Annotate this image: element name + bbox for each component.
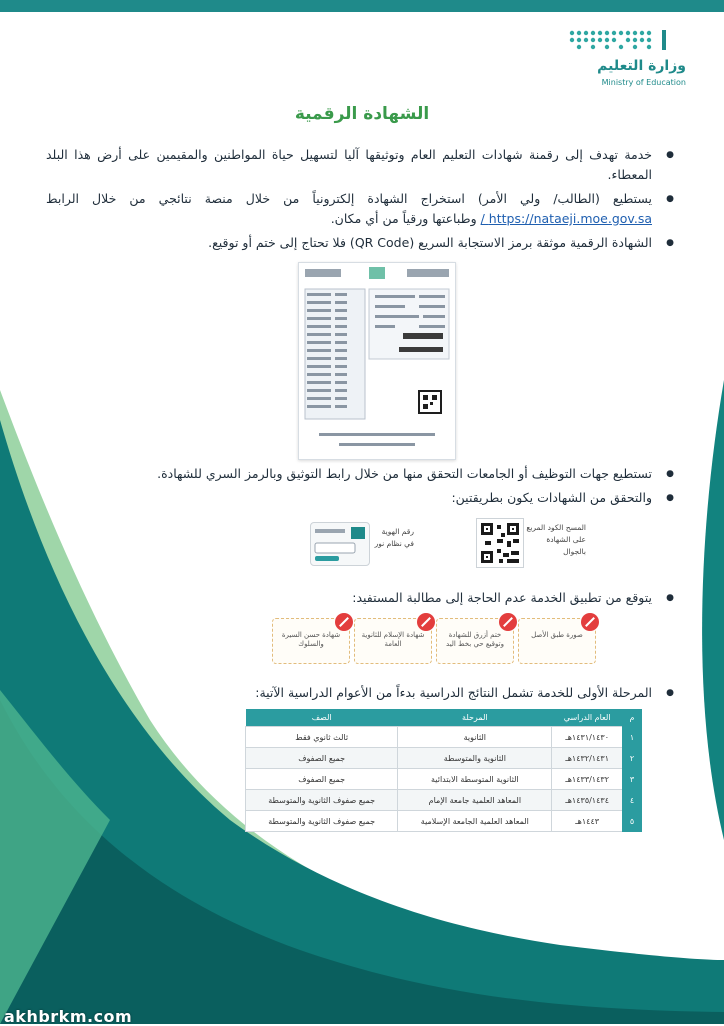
header-year: العام الدراسي: [552, 709, 623, 727]
bullet-extract-text: يستطيع (الطالب/ ولي الأمر) استخراج الشهادة إلكترونياً من خلال منصة نتائجي من خلال الرابط: [46, 191, 652, 206]
logo-text-english: Ministry of Education: [601, 78, 686, 87]
table-row: [246, 790, 642, 811]
table-header-row: [246, 709, 642, 727]
row-year: ١٤٣١/١٤٣٠هـ: [552, 727, 623, 748]
not-required-items: [266, 618, 600, 664]
table-row: [246, 727, 642, 748]
bullet-extract-after: وطباعتها ورقياً من أي مكان.: [330, 211, 477, 226]
row-index: ٥: [623, 811, 642, 832]
no-need-certified-copy: [518, 618, 596, 664]
row-grade: جميع صفوف الثانوية والمتوسطة: [246, 811, 398, 832]
ministry-logo-icon: [566, 28, 674, 52]
row-index: ٢: [623, 748, 642, 769]
table-row: [246, 748, 642, 769]
no-need-label: صورة طبق الأصل: [531, 631, 583, 639]
row-year: ١٤٣٥/١٤٣٤هـ: [552, 790, 623, 811]
row-year: ١٤٤٣هـ: [552, 811, 623, 832]
row-index: ٣: [623, 769, 642, 790]
row-stage: المعاهد العلمية الجامعة الإسلامية: [398, 811, 552, 832]
row-grade: جميع الصفوف: [246, 748, 398, 769]
row-year: ١٤٣٢/١٤٣١هـ: [552, 748, 623, 769]
prohibited-icon: [417, 613, 435, 631]
row-year: ١٤٣٣/١٤٣٢هـ: [552, 769, 623, 790]
logo-text-arabic: وزارة التعليم: [597, 58, 686, 74]
bullet-no-need: ● يتوقع من تطبيق الخدمة عدم الحاجة إلى مطالبة المستفيد:: [120, 588, 676, 608]
certificate-image: [298, 262, 456, 460]
bullet-qr-verified: ● الشهادة الرقمية موثقة برمز الاستجابة السريع (QR Code) فلا تحتاج إلى ختم أو توقيع.: [46, 233, 676, 253]
bullet-extract-certificate: [46, 189, 676, 229]
no-need-blue-stamp: [436, 618, 514, 664]
id-number-label: رقم الهوية في نظام نور: [374, 527, 414, 548]
bullet-first-phase: ● المرحلة الأولى للخدمة تشمل النتائج الدراسية بدءاً من الأعوام الدراسية الآتية:: [46, 683, 676, 703]
row-index: ٤: [623, 790, 642, 811]
bullet-two-methods: ● والتحقق من الشهادات يكون بطريقتين:: [120, 488, 676, 508]
header-stage: المرحلة: [398, 709, 552, 727]
row-grade: جميع الصفوف: [246, 769, 398, 790]
bullet-service-goal: ● خدمة تهدف إلى رقمنة شهادات التعليم العام وتوثيقها آليا لتسهيل حياة المواطنين والمقيمين على أرض هذا البلد المعطاء.: [46, 145, 676, 185]
table-row: [246, 811, 642, 832]
ministry-logo: [556, 24, 686, 90]
verification-methods: [300, 518, 600, 570]
qr-code-icon: [476, 518, 524, 568]
no-need-label: شهادة الإسلام للثانوية العامة: [361, 631, 425, 648]
row-stage: الثانوية: [398, 727, 552, 748]
header-index: م: [623, 709, 642, 727]
no-need-label: شهادة حسن السيرة والسلوك: [281, 631, 341, 648]
no-need-good-conduct: [272, 618, 350, 664]
watermark-text: akhbrkm.com: [4, 1007, 133, 1026]
phase-bullet: [46, 683, 676, 703]
verification-bullets: [120, 464, 676, 508]
row-stage: الثانوية والمتوسطة: [398, 748, 552, 769]
row-grade: ثالث ثانوي فقط: [246, 727, 398, 748]
id-card-icon: [310, 522, 370, 566]
intro-bullets: [46, 145, 676, 253]
prohibited-icon: [581, 613, 599, 631]
expectation-bullet: [120, 588, 676, 608]
row-stage: الثانوية المتوسطة الابتدائية: [398, 769, 552, 790]
row-stage: المعاهد العلمية جامعة الإمام: [398, 790, 552, 811]
no-need-label: ختم أزرق للشهادة وتوقيع حي بخط اليد: [446, 631, 504, 648]
nataeji-link[interactable]: https://nataeji.moe.gov.sa /: [480, 211, 652, 226]
header-grade: الصف: [246, 709, 398, 727]
no-need-islam-certificate: [354, 618, 432, 664]
row-grade: جميع صفوف الثانوية والمتوسطة: [246, 790, 398, 811]
qr-scan-label: المسح الكود المربع على الشهادة بالجوال: [526, 523, 586, 556]
academic-years-table: [245, 709, 642, 832]
prohibited-icon: [499, 613, 517, 631]
row-index: ١: [623, 727, 642, 748]
certificate-preview-icon: [299, 263, 455, 459]
prohibited-icon: [335, 613, 353, 631]
bullet-employers-verify: ● تستطيع جهات التوظيف أو الجامعات التحقق منها من خلال رابط التوثيق وبالرمز السري للشهادة.: [120, 464, 676, 484]
page-title: الشهادة الرقمية: [294, 104, 430, 124]
table-row: [246, 769, 642, 790]
